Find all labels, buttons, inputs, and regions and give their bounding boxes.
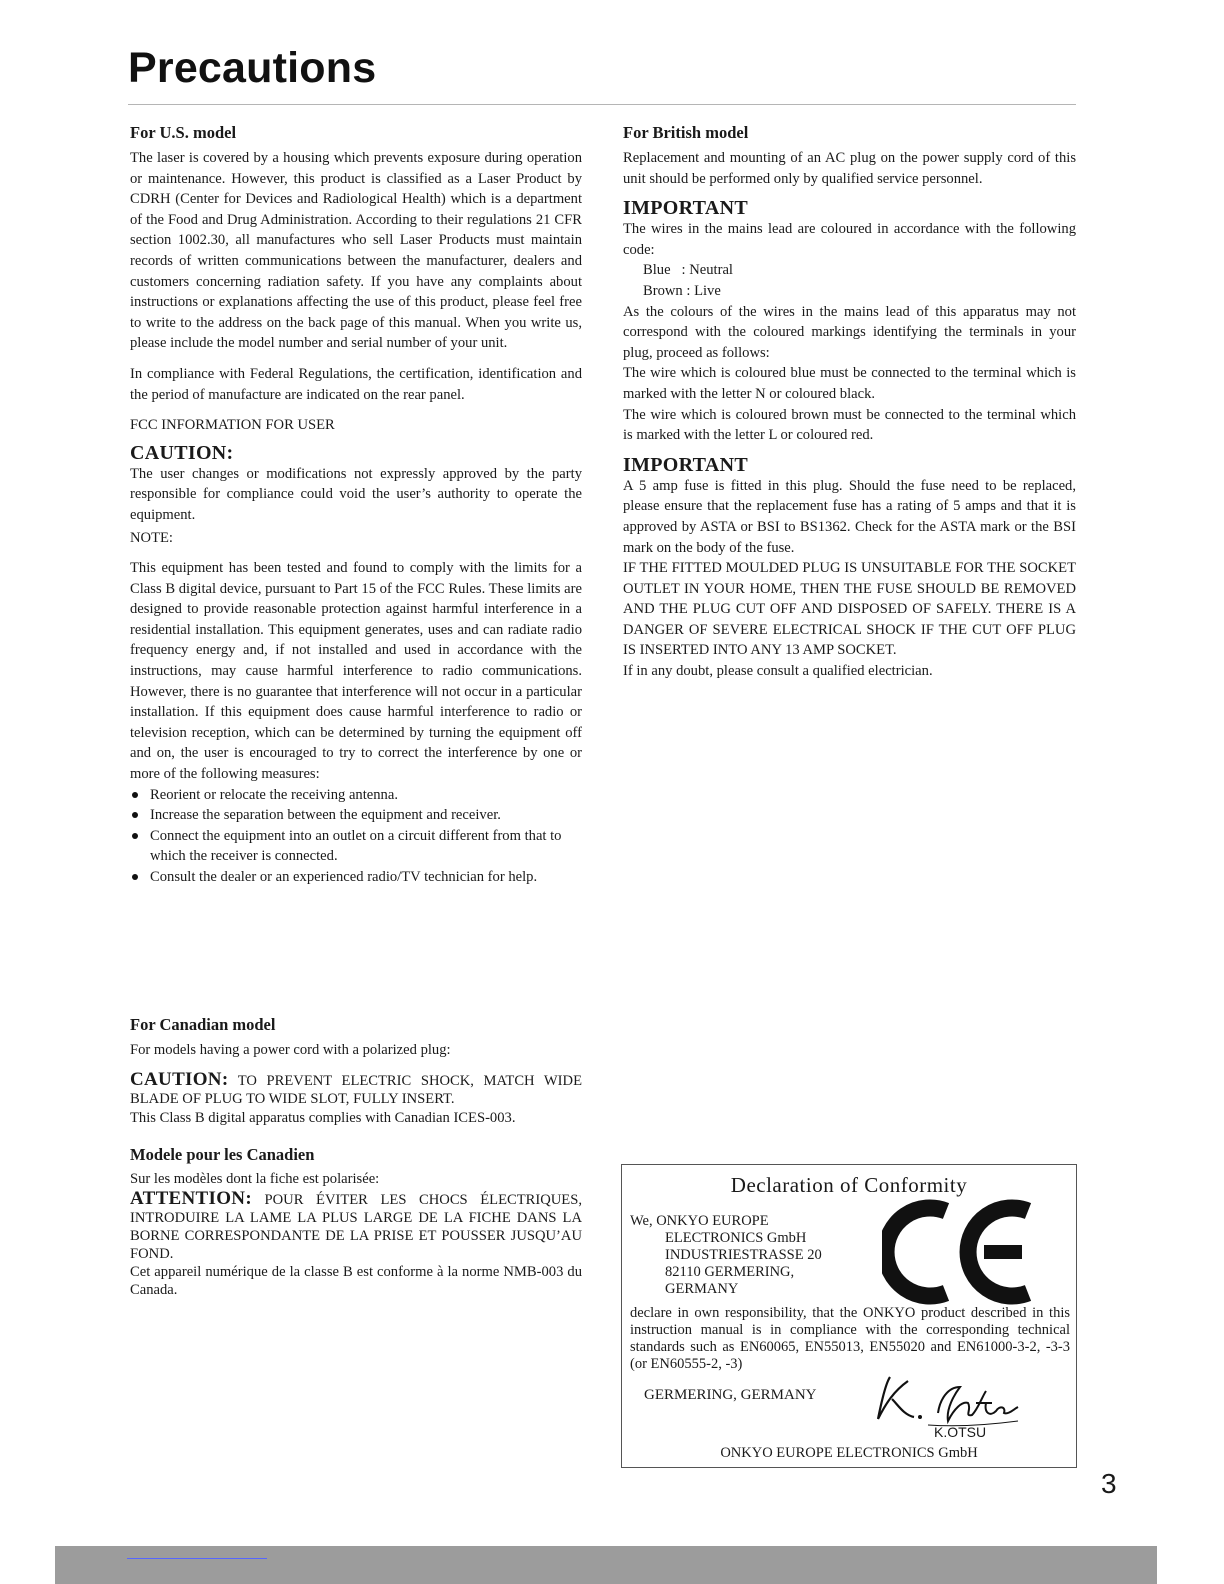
us-model-heading: For U.S. model bbox=[130, 123, 237, 142]
company-line: ELECTRONICS GmbH bbox=[665, 1230, 807, 1246]
fcc-note-text: This equipment has been tested and found to comply with the limits for a Class B digital device, pursuant to Part 15 of the FCC Rules. These limits are designed to provide reasonable protection against harmful interference in a residential installation. This equipment generates, uses and can radiate radio frequency energy and, if not installed and used in accordance with the instructions, may cause harmful interference to radio communications. However, there is no guarantee that interference will not occur in a particular installation. If this equipment does cause harmful interference to radio or television reception, which can be determined by turning the equipment off and on, the user is encouraged to try to correct the interference by one or more of the following measures: bbox=[130, 560, 582, 783]
important-heading-wires: IMPORTANT bbox=[623, 197, 748, 220]
declaration-place: GERMERING, GERMANY bbox=[644, 1387, 817, 1403]
list-item: Consult the dealer or an experienced radio/TV technician for help. bbox=[130, 867, 582, 888]
canadian-model-section bbox=[130, 1014, 582, 1299]
fuse-paragraph: A 5 amp fuse is fitted in this plug. Should the fuse need to be replaced, please ensure that the replacement fuse has a rating of 5 amps and that it is approved by ASTA or BSI to BS1362. Check for the ASTA mark or the BSI mark on the body of the fuse. bbox=[623, 477, 1076, 556]
list-item: Reorient or relocate the receiving antenna. bbox=[130, 785, 582, 806]
french-model-heading: Modele pour les Canadien bbox=[130, 1145, 315, 1165]
french-attention bbox=[130, 1190, 582, 1263]
important-heading-fuse: IMPORTANT bbox=[623, 453, 748, 476]
us-caution-heading: CAUTION: bbox=[130, 441, 234, 464]
list-item: Connect the equipment into an outlet on a circuit different from that to which the receiver is connected. bbox=[130, 826, 582, 867]
declaration-company bbox=[630, 1213, 822, 1298]
french-intro: Sur les modèles dont la fiche est polarisée: bbox=[130, 1171, 380, 1188]
british-model-section bbox=[623, 122, 1076, 682]
canadian-caution-text: TO PREVENT ELECTRIC SHOCK, MATCH WIDE BLADE OF PLUG TO WIDE SLOT, FULLY INSERT. bbox=[130, 1072, 582, 1107]
company-line: GERMANY bbox=[665, 1281, 739, 1297]
us-model-section bbox=[130, 122, 582, 888]
bottom-bar bbox=[55, 1546, 1157, 1584]
british-model-heading: For British model bbox=[623, 123, 749, 142]
canadian-model-heading: For Canadian model bbox=[130, 1015, 276, 1034]
ce-mark-icon bbox=[882, 1197, 1042, 1307]
list-item: Increase the separation between the equipment and receiver. bbox=[130, 805, 582, 826]
declaration-of-conformity-box bbox=[621, 1164, 1077, 1468]
bottom-link-underline bbox=[127, 1558, 267, 1559]
fcc-info-label: FCC INFORMATION FOR USER bbox=[130, 417, 335, 434]
wires-intro: The wires in the mains lead are coloured in accordance with the following code: bbox=[623, 221, 1076, 258]
declaration-title: Declaration of Conformity bbox=[730, 1173, 968, 1197]
french-nmb: Cet appareil numérique de la classe B est conforme à la norme NMB-003 du Canada. bbox=[130, 1264, 582, 1299]
wire-code-blue: Blue : Neutral bbox=[643, 262, 733, 279]
signature-image bbox=[868, 1369, 1038, 1429]
wires-brown-paragraph: The wire which is coloured brown must be connected to the terminal which is marked with the letter L or coloured red. bbox=[623, 406, 1076, 444]
declaration-statement: declare in own responsibility, that the ONKYO product described in this instruction manual is in compliance with the corresponding technical standards such as EN60065, EN55013, EN55020 and EN61000-3-2, -3-3 (or EN60555-2, -3) bbox=[630, 1305, 1070, 1372]
electrician-advice: If in any doubt, please consult a qualified electrician. bbox=[623, 663, 933, 680]
declaration-footer: ONKYO EUROPE ELECTRONICS GmbH bbox=[720, 1445, 978, 1461]
signer-name: K.OTSU bbox=[934, 1424, 987, 1440]
title-divider bbox=[128, 104, 1076, 105]
canadian-caution bbox=[130, 1068, 582, 1108]
canadian-ices: This Class B digital apparatus complies with Canadian ICES-003. bbox=[130, 1109, 516, 1126]
company-line: 82110 GERMERING, bbox=[665, 1264, 795, 1280]
fcc-note-label: NOTE: bbox=[130, 529, 173, 546]
canadian-intro: For models having a power cord with a polarized plug: bbox=[130, 1042, 451, 1058]
us-caution-text: The user changes or modifications not expressly approved by the party responsible for compliance could void the user’s authority to operate the equipment. bbox=[130, 465, 582, 523]
wire-code-brown: Brown : Live bbox=[643, 282, 721, 299]
french-attention-text: POUR ÉVITER LES CHOCS ÉLECTRIQUES, INTRODUIRE LA LAME LA PLUS LARGE DE LA FICHE DANS LA BORNE CORRESPONDANTE DE LA PRISE ET POUSSER JUSQU’AU FOND. bbox=[130, 1192, 582, 1263]
company-line: INDUSTRIESTRASSE 20 bbox=[665, 1247, 822, 1263]
page-title: Precautions bbox=[128, 44, 377, 92]
us-laser-paragraph: The laser is covered by a housing which prevents exposure during operation or maintenance. However, this product is classified as a Laser Product by CDRH (Center for Devices and Radiological Health) which is a department of the Food and Drug Administration. According to their regulations 21 CFR section 1002.30, all manufactures who sell Laser Products must maintain records of written communications between the manufacturer, dealers and customers concerning radiation safety. If you have any complaints about instructions or explanations affecting the use of this product, please feel free to write to the address on the back page of this manual. When you write us, please include the model number and serial number of your unit. bbox=[130, 150, 582, 352]
wires-blue-paragraph: The wire which is coloured blue must be connected to the terminal which is marked with the letter N or coloured black. bbox=[623, 365, 1076, 402]
fcc-measures-list bbox=[130, 785, 582, 888]
us-compliance-paragraph: In compliance with Federal Regulations, the certification, identification and the period of manufacture are indicated on the rear panel. bbox=[130, 365, 582, 403]
moulded-plug-warning: IF THE FITTED MOULDED PLUG IS UNSUITABLE FOR THE SOCKET OUTLET IN YOUR HOME, THEN THE FUSE SHOULD BE REMOVED AND THE PLUG CUT OFF AND DISPOSED OF SAFELY. THERE IS A DANGER OF SEVERE ELECTRICAL SHOCK IF THE CUT OFF PLUG IS INSERTED INTO ANY 13 AMP SOCKET. bbox=[623, 560, 1076, 659]
british-plug-paragraph: Replacement and mounting of an AC plug on the power supply cord of this unit should be performed only by qualified service personnel. bbox=[623, 150, 1076, 187]
page-number: 3 bbox=[1101, 1468, 1117, 1499]
canadian-caution-label: CAUTION: bbox=[130, 1068, 229, 1090]
declaration-we: We, ONKYO EUROPE bbox=[630, 1213, 769, 1229]
french-attention-label: ATTENTION: bbox=[130, 1188, 252, 1210]
wires-colours-paragraph: As the colours of the wires in the mains lead of this apparatus may not correspond with the coloured markings identifying the terminals in your plug, proceed as follows: bbox=[623, 303, 1076, 361]
